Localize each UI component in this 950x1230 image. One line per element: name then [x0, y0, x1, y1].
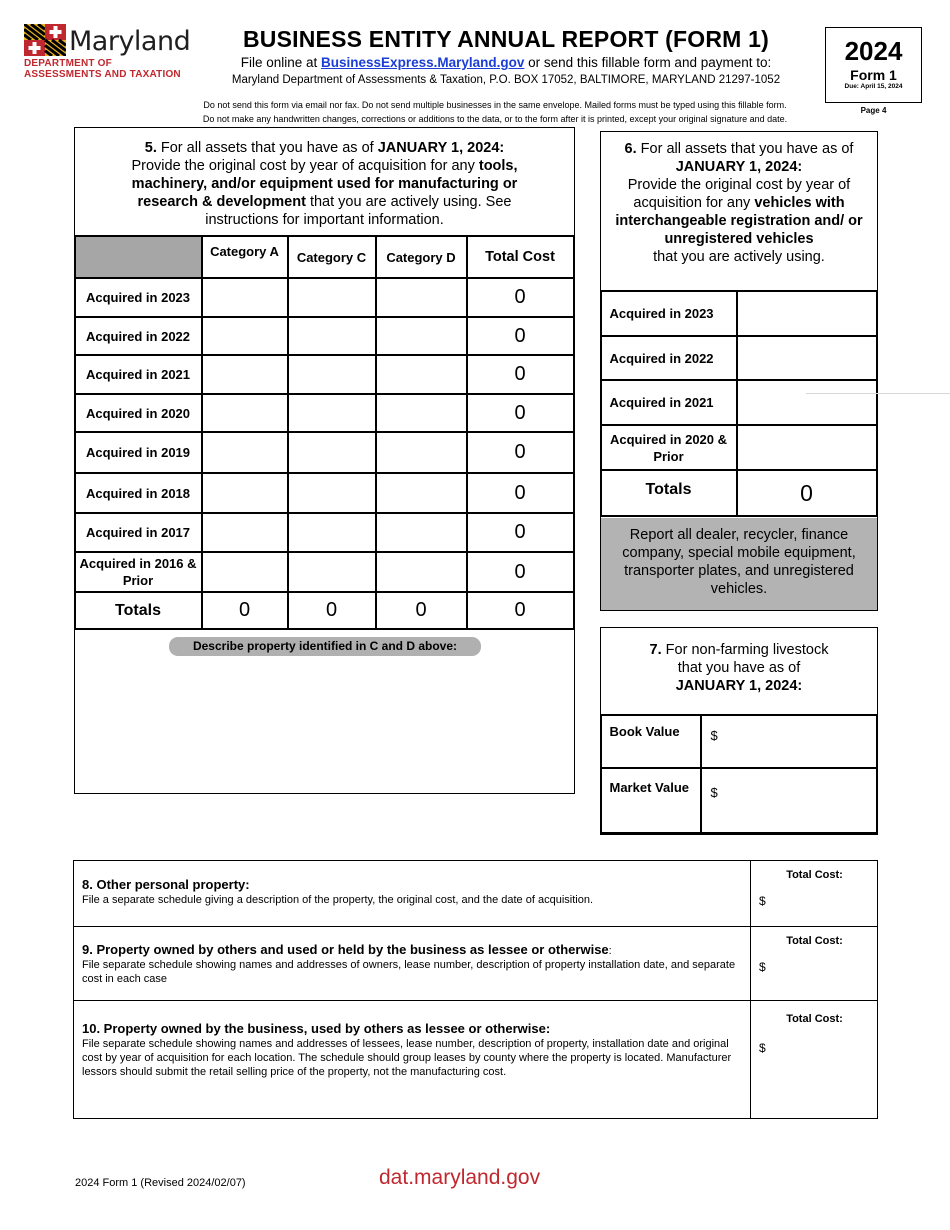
form-number: Form 1	[850, 67, 897, 83]
currency-symbol: $	[759, 960, 766, 974]
input-2017-cat-d[interactable]	[376, 513, 467, 552]
mailing-address: Maryland Department of Assessments & Taxation, P.O. BOX 17052, BALTIMORE, MARYLAND 21297-1052	[231, 74, 781, 86]
section-9-total-cost[interactable]	[750, 927, 878, 1000]
section-8-title: 8. Other personal property:	[82, 877, 250, 892]
due-date: Due: April 15, 2024	[844, 83, 903, 90]
total-2021: 0	[467, 355, 574, 394]
section-9-title: 9. Property owned by others and used or held by the business as lessee or otherwise	[82, 942, 609, 957]
input-2019-cat-a[interactable]	[202, 432, 288, 473]
describe-property-textarea[interactable]	[75, 660, 574, 792]
section-8-total-cost[interactable]	[750, 861, 878, 926]
section-10-text: File separate schedule showing names and addresses of lessees, lease number, description of property, installation date and original cost by year of acquisition for each location. The schedule should group leases by county where the property is located. Manufacturer lessors should submit the retail selling price of the property, not the manufacturing cost.	[82, 1038, 732, 1078]
header-blank-cell	[75, 236, 202, 278]
totals-label: Totals	[75, 592, 202, 629]
table-row	[75, 513, 574, 552]
vehicle-input-2020-prior[interactable]	[737, 425, 877, 470]
sections-8-10	[73, 860, 878, 1119]
row-label: Acquired in 2021	[601, 380, 737, 425]
section-6-table	[600, 290, 878, 517]
book-value-label: Book Value	[601, 715, 701, 768]
totals-label: Totals	[601, 470, 737, 516]
market-value-input[interactable]	[701, 768, 877, 834]
table-row	[601, 768, 877, 834]
currency-symbol: $	[759, 894, 766, 908]
table-row	[75, 317, 574, 355]
row-label: Acquired in 2022	[601, 336, 737, 380]
table-row	[75, 552, 574, 592]
total-2016-prior: 0	[467, 552, 574, 592]
market-value-label: Market Value	[601, 768, 701, 834]
table-row	[75, 355, 574, 394]
total-cost-label: Total Cost:	[786, 935, 843, 947]
input-2020-cat-d[interactable]	[376, 394, 467, 432]
mailing-notice: Do not send this form via email nor fax. Do not send multiple businesses in the same envelope. Mailed forms must be typed using this fillable form. Do not make any handwritten changes, corrections or additions to the data, or to the form after it is printed, except your original signature and date.	[202, 100, 788, 124]
divider	[806, 393, 950, 394]
col-total-cost: Total Cost	[467, 236, 574, 278]
vehicle-input-2023[interactable]	[737, 291, 877, 336]
col-category-a: Category A	[202, 236, 288, 278]
total-2022: 0	[467, 317, 574, 355]
input-2020-cat-c[interactable]	[288, 394, 376, 432]
totals-cat-a: 0	[202, 592, 288, 629]
vehicle-input-2022[interactable]	[737, 336, 877, 380]
vehicle-input-2021[interactable]	[737, 380, 877, 425]
year-box	[825, 27, 922, 103]
totals-cat-c: 0	[288, 592, 376, 629]
form-year: 2024	[844, 36, 903, 66]
table-row	[75, 473, 574, 513]
section-5-instructions: 5. For all assets that you have as of JANUARY 1, 2024: Provide the original cost by year of acquisition for any tools, machinery, and/or equipment used for manufacturing or research & development that you are actively using. See instructions for important information.	[131, 140, 518, 228]
form-title: BUSINESS ENTITY ANNUAL REPORT (FORM 1)	[243, 26, 769, 52]
maryland-flag-icon	[24, 24, 66, 56]
maryland-logo	[24, 22, 194, 82]
section-7-instructions: 7. For non-farming livestock that you have as of JANUARY 1, 2024:	[649, 642, 829, 694]
section-5-equipment	[74, 127, 575, 794]
logo-department: DEPARTMENT OF ASSESSMENTS AND TAXATION	[24, 58, 181, 80]
input-2019-cat-d[interactable]	[376, 432, 467, 473]
table-row	[601, 336, 877, 380]
input-2022-cat-d[interactable]	[376, 317, 467, 355]
table-row	[75, 278, 574, 317]
currency-symbol: $	[710, 728, 718, 743]
col-category-c: Category C	[288, 236, 376, 278]
input-2023-cat-a[interactable]	[202, 278, 288, 317]
page-number: Page 4	[860, 106, 887, 115]
section-8-other-property	[74, 861, 877, 927]
total-2017: 0	[467, 513, 574, 552]
row-label: Acquired in 2018	[75, 473, 202, 513]
table-row	[601, 425, 877, 470]
table-row	[601, 380, 877, 425]
currency-symbol: $	[759, 1041, 766, 1055]
input-2022-cat-a[interactable]	[202, 317, 288, 355]
totals-row	[75, 592, 574, 629]
input-2021-cat-c[interactable]	[288, 355, 376, 394]
total-2023: 0	[467, 278, 574, 317]
describe-property-label: Describe property identified in C and D above:	[169, 637, 481, 656]
input-2022-cat-c[interactable]	[288, 317, 376, 355]
section-8-text: File a separate schedule giving a description of the property, the original cost, and the date of acquisition.	[82, 894, 593, 906]
section-7-livestock	[600, 627, 878, 833]
section-10-leased-out-property	[74, 1001, 877, 1118]
row-label: Acquired in 2021	[75, 355, 202, 394]
section-10-title: 10. Property owned by the business, used by others as lessee or otherwise:	[82, 1021, 551, 1036]
row-label: Acquired in 2022	[75, 317, 202, 355]
input-2018-cat-a[interactable]	[202, 473, 288, 513]
section-5-table	[74, 235, 575, 630]
section-6-vehicles	[600, 131, 878, 611]
row-label: Acquired in 2020 & Prior	[601, 425, 737, 470]
totals-total-cost: 0	[467, 592, 574, 629]
section-7-table	[600, 714, 878, 835]
section-10-total-cost[interactable]	[750, 1001, 878, 1118]
row-label: Acquired in 2019	[75, 432, 202, 473]
total-2018: 0	[467, 473, 574, 513]
input-2016-cat-d[interactable]	[376, 552, 467, 592]
input-2023-cat-c[interactable]	[288, 278, 376, 317]
currency-symbol: $	[710, 785, 718, 800]
input-2023-cat-d[interactable]	[376, 278, 467, 317]
totals-row	[601, 470, 877, 516]
row-label: Acquired in 2023	[601, 291, 737, 336]
section-6-instructions: 6. For all assets that you have as of JANUARY 1, 2024: Provide the original cost by year of acquisition for any vehicles with interchangeable registration and/ or unregistered vehicles that you are actively using.	[615, 141, 863, 265]
table-row	[601, 715, 877, 768]
row-label: Acquired in 2020	[75, 394, 202, 432]
section-9-text: File separate schedule showing names and addresses of owners, lease number, description of property installation date, and separate cost in each case	[82, 959, 736, 985]
footer-website: dat.maryland.gov	[379, 1166, 541, 1189]
business-express-link[interactable]: BusinessExpress.Maryland.gov	[321, 55, 525, 70]
dealer-plates-note: Report all dealer, recycler, finance company, special mobile equipment, transporter plates, and unregistered vehicles.	[601, 518, 877, 610]
total-2019: 0	[467, 432, 574, 473]
table-row	[601, 291, 877, 336]
row-label: Acquired in 2023	[75, 278, 202, 317]
input-2017-cat-c[interactable]	[288, 513, 376, 552]
logo-wordmark: Maryland	[69, 26, 191, 57]
col-category-d: Category D	[376, 236, 467, 278]
input-2017-cat-a[interactable]	[202, 513, 288, 552]
row-label: Acquired in 2016 & Prior	[75, 552, 202, 592]
input-2018-cat-c[interactable]	[288, 473, 376, 513]
vehicle-totals-value: 0	[737, 470, 877, 516]
section-9-lessee-property: 9. Property owned by others and used or held by the business as lessee or otherwise: File separate schedule showing names and addresses of owners, lease number, description of property installation date, and separate cost in each case Total Cost: $	[74, 927, 877, 1001]
form-revision: 2024 Form 1 (Revised 2024/02/07)	[75, 1177, 246, 1189]
input-2021-cat-a[interactable]	[202, 355, 288, 394]
input-2019-cat-c[interactable]	[288, 432, 376, 473]
book-value-input[interactable]	[701, 715, 877, 768]
input-2016-cat-a[interactable]	[202, 552, 288, 592]
table-row	[75, 394, 574, 432]
input-2016-cat-c[interactable]	[288, 552, 376, 592]
row-label: Acquired in 2017	[75, 513, 202, 552]
table-row	[75, 432, 574, 473]
total-2020: 0	[467, 394, 574, 432]
input-2020-cat-a[interactable]	[202, 394, 288, 432]
input-2018-cat-d[interactable]	[376, 473, 467, 513]
input-2021-cat-d[interactable]	[376, 355, 467, 394]
total-cost-label: Total Cost:	[786, 869, 843, 881]
totals-cat-d: 0	[376, 592, 467, 629]
file-online-line: File online at BusinessExpress.Maryland.gov or send this fillable form and payment to:	[240, 55, 772, 70]
total-cost-label: Total Cost:	[786, 1013, 843, 1025]
